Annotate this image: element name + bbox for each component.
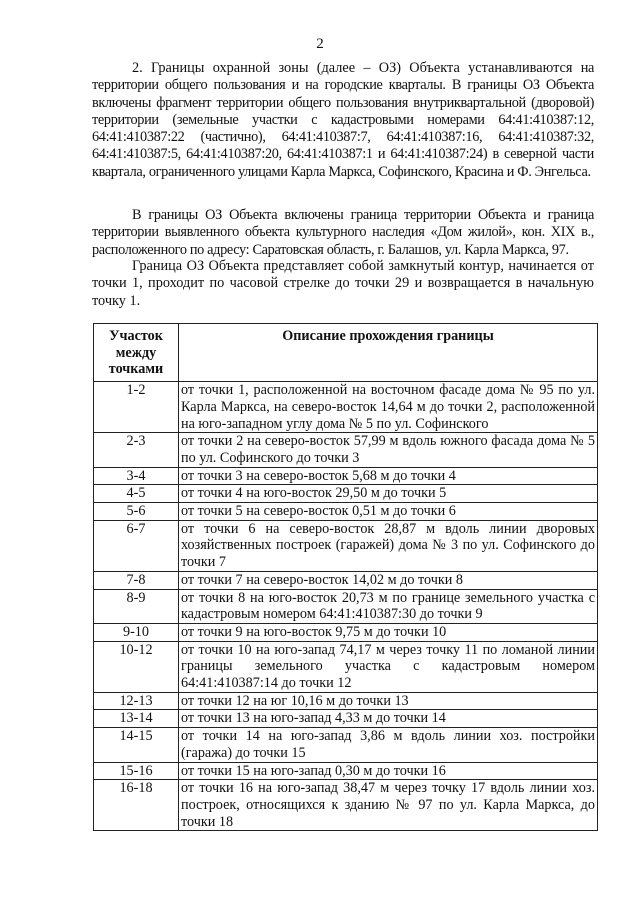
header-segment: Участок между точками: [94, 324, 179, 382]
segment-cell: 16-18: [94, 780, 179, 831]
paragraph-zone-boundaries-body: на территории общего пользования и на городские кварталы. В границы ОЗ Объекта включены фрагмент территории общего пользования внутриквартальной (дворовой) территории (земельные участки с кадастровыми номерами 64:41:410387:12, 64:41:410387:22 (частично), 64:41:410387:7, 64:41:410387:16, 64:41:410387:32, 64:41:410387:5, 64:41:410387:20, 64:41:410387:1 и 64:41:410387:24) в северной части квартала, ограниченного улицами Карла Маркса, Софинского, Красина и Ф. Энгельса.: [92, 60, 595, 180]
segment-cell: 14-15: [94, 728, 179, 762]
table-header-row: [94, 324, 598, 382]
header-description: Описание прохождения границы: [179, 324, 598, 382]
segment-cell: 15-16: [94, 762, 179, 780]
description-cell: от точки 15 на юго-запад 0,30 м до точки 16: [179, 762, 598, 780]
segment-cell: 8-9: [94, 589, 179, 623]
table-row: [94, 780, 598, 831]
description-cell: от точки 13 на юго-запад 4,33 м до точки 14: [179, 710, 598, 728]
table-row: [94, 762, 598, 780]
paragraph-zone-boundaries: [92, 60, 594, 181]
table-row: [94, 728, 598, 762]
paragraph-zone-boundaries-first-line: 2. Границы охранной зоны (далее – ОЗ) Объекта устанавливаются: [132, 60, 573, 76]
segment-cell: 5-6: [94, 503, 179, 521]
table-row: [94, 520, 598, 571]
table-row: [94, 382, 598, 433]
boundary-table: [93, 323, 598, 831]
segment-cell: 2-3: [94, 433, 179, 467]
description-cell: от точки 10 на юго-запад 74,17 м через точку 11 по ломаной линии границы земельного участка с кадастровым номером 64:41:410387:14 до точки 12: [179, 641, 598, 692]
segment-cell: 4-5: [94, 485, 179, 503]
description-cell: от точки 7 на северо-восток 14,02 м до точки 8: [179, 571, 598, 589]
description-cell: от точки 4 на юго-восток 29,50 м до точки 5: [179, 485, 598, 503]
description-cell: от точки 3 на северо-восток 5,68 м до точки 4: [179, 467, 598, 485]
table-row: [94, 623, 598, 641]
table-row: [94, 571, 598, 589]
description-cell: от точки 8 на юго-восток 20,73 м по границе земельного участка с кадастровым номером 64:41:410387:30 до точки 9: [179, 589, 598, 623]
paragraph-included-territories: [92, 207, 594, 259]
description-cell: от точки 6 на северо-восток 28,87 м вдоль линии дворовых хозяйственных построек (гаражей) дома № 3 по ул. Софинского до точки 7: [179, 520, 598, 571]
table-row: [94, 503, 598, 521]
table-body: [94, 382, 598, 831]
segment-cell: 9-10: [94, 623, 179, 641]
description-cell: от точки 2 на северо-восток 57,99 м вдоль южного фасада дома № 5 по ул. Софинского до точки 3: [179, 433, 598, 467]
table-row: [94, 467, 598, 485]
description-cell: от точки 16 на юго-запад 38,47 м через точку 17 вдоль линии хоз. построек, относящихся к зданию № 97 по ул. Карла Маркса, до точки 18: [179, 780, 598, 831]
table-row: [94, 589, 598, 623]
segment-cell: 6-7: [94, 520, 179, 571]
page-number: 2: [316, 36, 324, 52]
segment-cell: 10-12: [94, 641, 179, 692]
segment-cell: 7-8: [94, 571, 179, 589]
description-cell: от точки 9 на юго-восток 9,75 м до точки 10: [179, 623, 598, 641]
description-cell: от точки 5 на северо-восток 0,51 м до точки 6: [179, 503, 598, 521]
segment-cell: 1-2: [94, 382, 179, 433]
description-cell: от точки 14 на юго-запад 3,86 м вдоль линии хоз. постройки (гаража) до точки 15: [179, 728, 598, 762]
segment-cell: 13-14: [94, 710, 179, 728]
paragraph-contour-description: [92, 258, 594, 310]
segment-cell: 12-13: [94, 692, 179, 710]
table-row: [94, 641, 598, 692]
table-row: [94, 433, 598, 467]
table-row: [94, 710, 598, 728]
description-cell: от точки 1, расположенной на восточном фасаде дома № 95 по ул. Карла Маркса, на северо-восток 14,64 м до точки 2, расположенной на юго-западном углу дома № 5 по ул. Софинского: [179, 382, 598, 433]
paragraph-contour-description-text: Граница ОЗ Объекта представляет собой замкнутый контур, начинается от точки 1, проходит по часовой стрелке до точки 29 и возвращается в начальную точку 1.: [92, 258, 594, 309]
description-cell: от точки 12 на юг 10,16 м до точки 13: [179, 692, 598, 710]
paragraph-included-territories-text: В границы ОЗ Объекта включены граница территории Объекта и граница территории выявленного объекта культурного наследия «Дом жилой», кон. XIX в., расположенного по адресу: Саратовская область, г. Балашов, ул. Карла Маркса, 97.: [92, 207, 594, 258]
segment-cell: 3-4: [94, 467, 179, 485]
table-row: [94, 692, 598, 710]
table-row: [94, 485, 598, 503]
